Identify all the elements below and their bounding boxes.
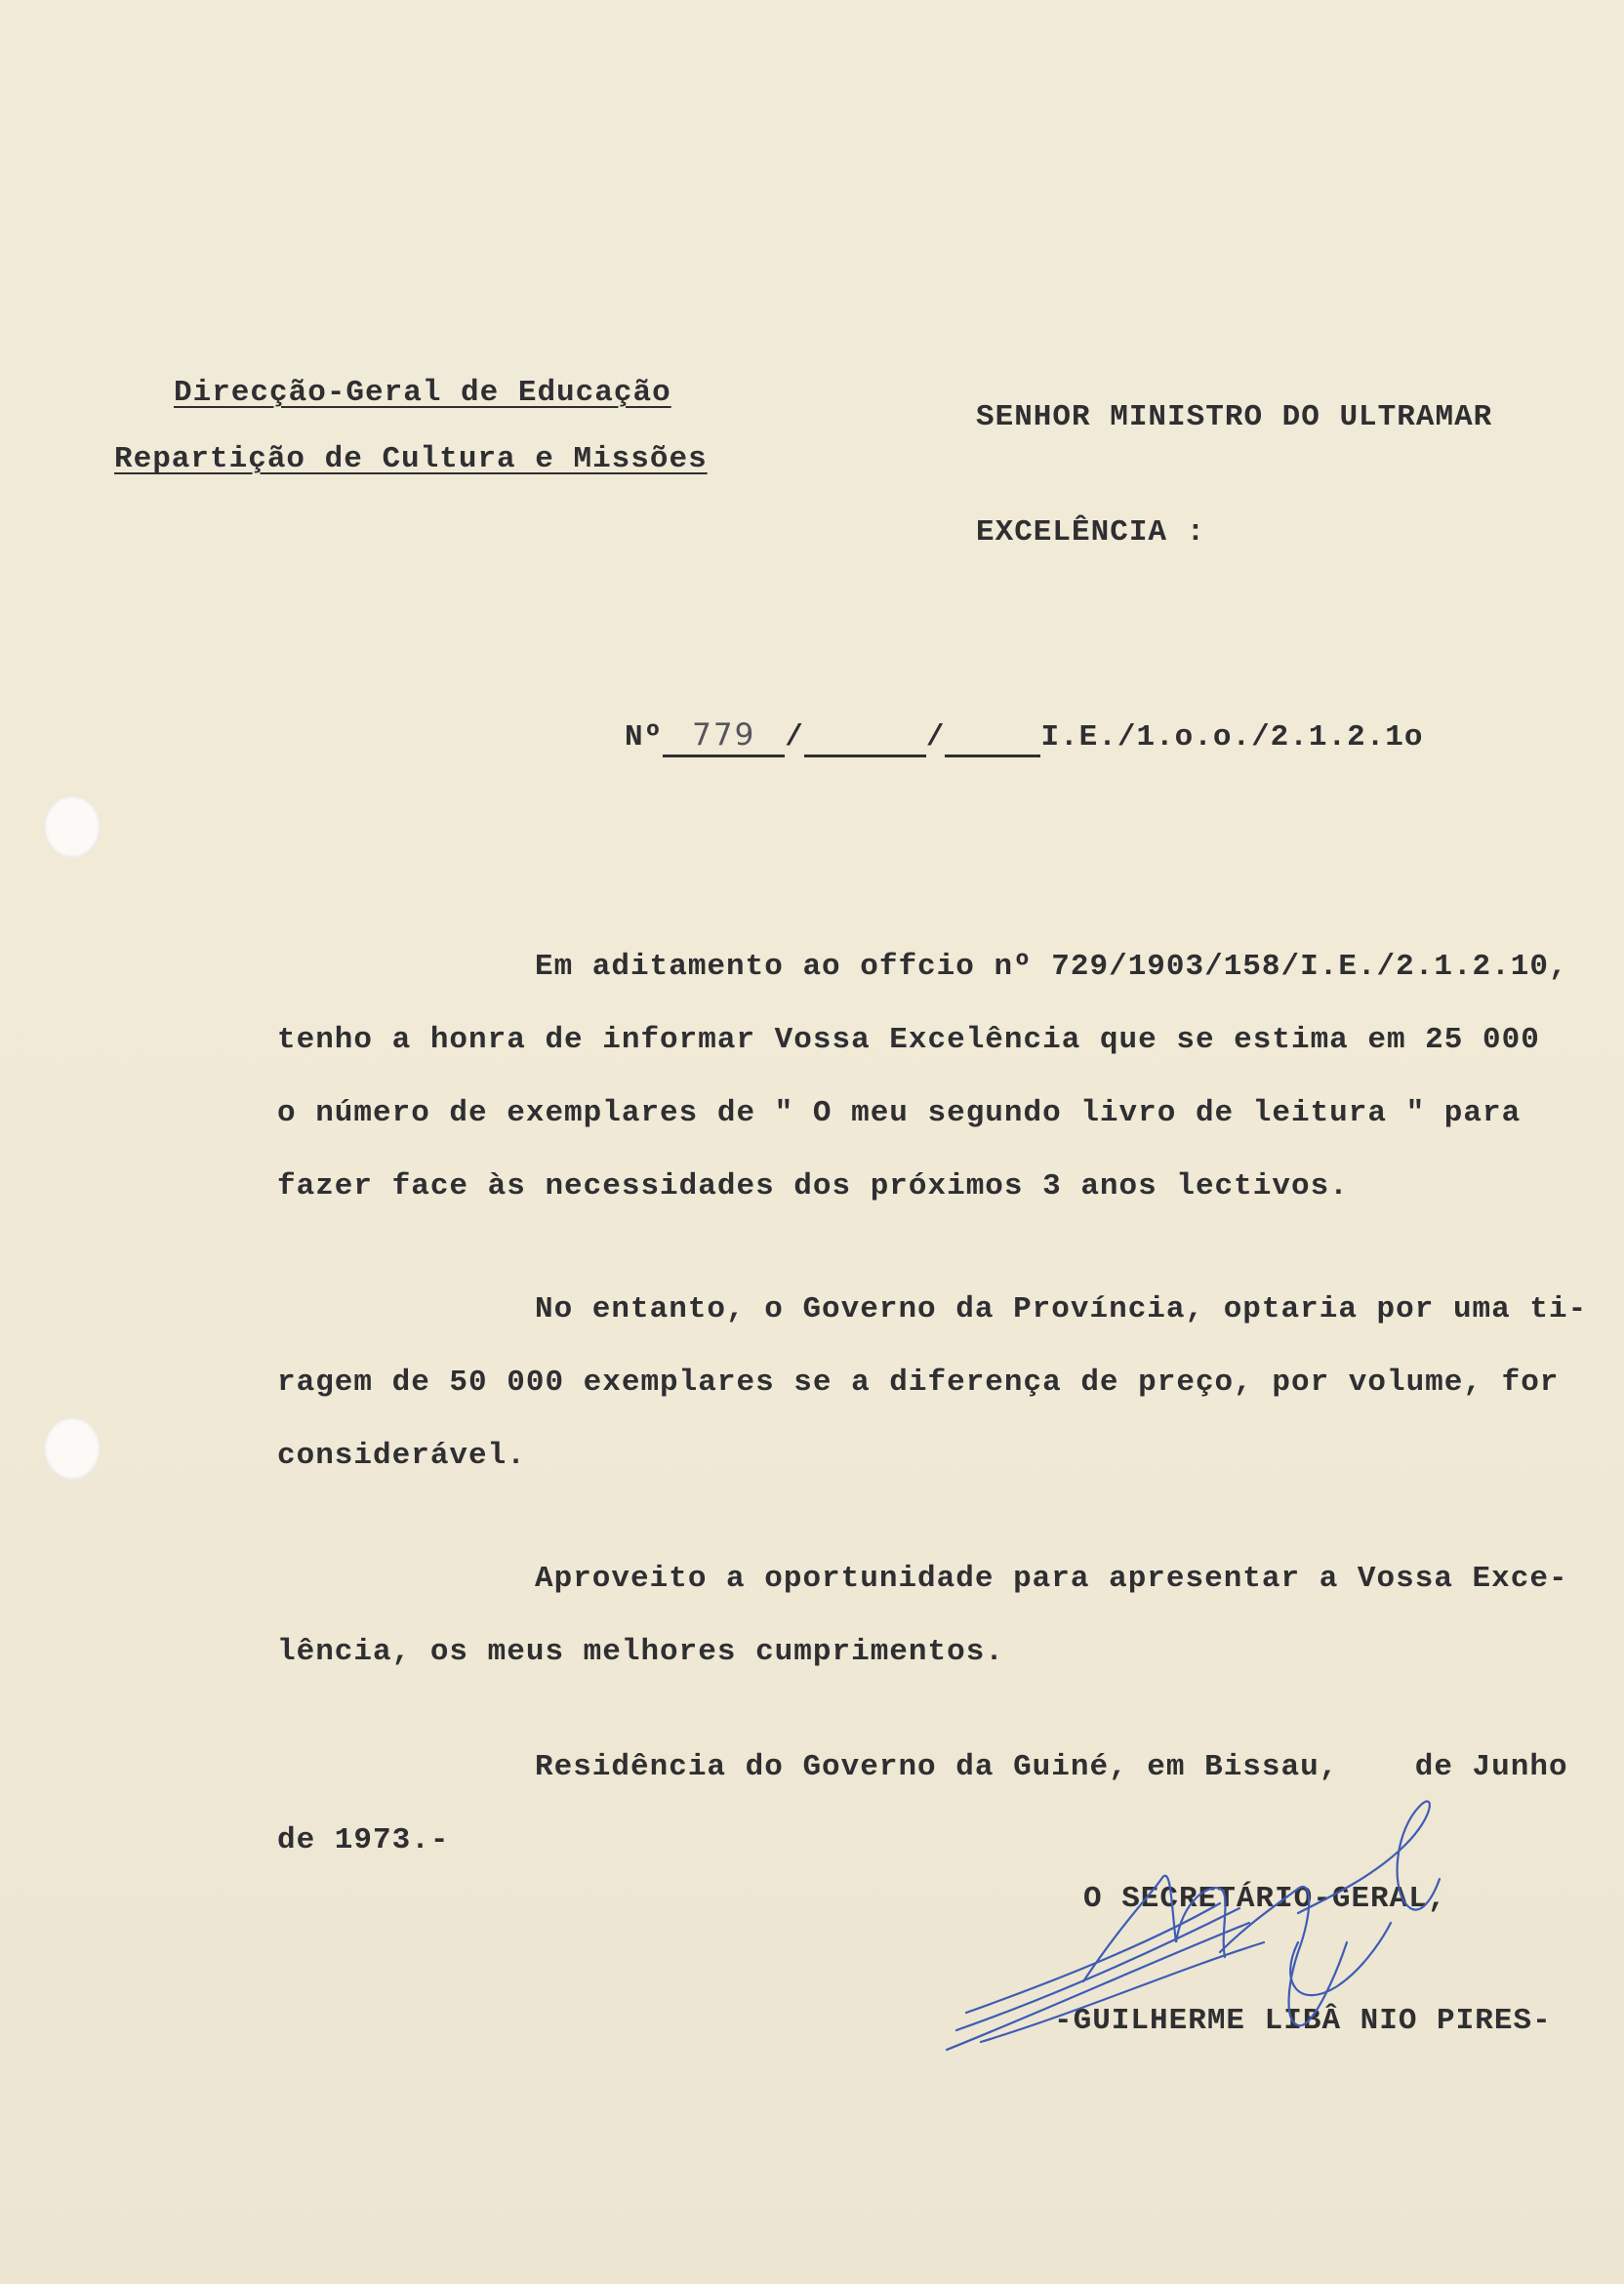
body-line: fazer face às necessidades dos próximos 3 anos lectivos. bbox=[277, 1169, 1349, 1203]
reference-blank-2 bbox=[945, 720, 1040, 757]
body-line: tenho a honra de informar Vossa Excelência que se estima em 25 000 bbox=[277, 1023, 1540, 1057]
place-date: Residência do Governo da Guiné, em Bissau, de Junho bbox=[535, 1750, 1568, 1784]
reference-blank-1 bbox=[804, 720, 926, 757]
reference-code: I.E./1.o.o./2.1.2.1o bbox=[1040, 720, 1424, 755]
salutation: EXCELÊNCIA : bbox=[976, 515, 1206, 550]
body-line: o número de exemplares de " O meu segundo livro de leitura " para bbox=[277, 1096, 1522, 1130]
reference-line: Nº 779 / / I.E./1.o.o./2.1.2.1o bbox=[625, 717, 1424, 757]
body-line: ragem de 50 000 exemplares se a diferença de preço, por volume, for bbox=[277, 1366, 1560, 1400]
body-line: No entanto, o Governo da Província, optaria por uma ti- bbox=[535, 1292, 1588, 1326]
header-line-1: Direcção-Geral de Educação bbox=[174, 376, 671, 410]
signatory-name: -GUILHERME LIBÂ NIO PIRES- bbox=[1054, 2004, 1552, 2038]
date-year: de 1973.- bbox=[277, 1823, 450, 1857]
signatory-title: O SECRETÁRIO-GERAL, bbox=[1083, 1882, 1447, 1916]
punch-hole bbox=[44, 1417, 101, 1480]
body-line: lência, os meus melhores cumprimentos. bbox=[277, 1635, 1004, 1669]
reference-prefix: Nº bbox=[625, 720, 664, 755]
addressee: SENHOR MINISTRO DO ULTRAMAR bbox=[976, 400, 1493, 434]
reference-number-field bbox=[663, 717, 785, 757]
body-line: Em aditamento ao offcio nº 729/1903/158/I.E./2.1.2.10, bbox=[535, 950, 1568, 984]
handwritten-signature bbox=[927, 1786, 1562, 2079]
punch-hole bbox=[44, 795, 101, 858]
header-line-2: Repartição de Cultura e Missões bbox=[114, 442, 708, 476]
body-line: considerável. bbox=[277, 1439, 526, 1473]
reference-number: 779 bbox=[692, 717, 756, 753]
body-line: Aproveito a oportunidade para apresentar a Vossa Exce- bbox=[535, 1562, 1568, 1596]
